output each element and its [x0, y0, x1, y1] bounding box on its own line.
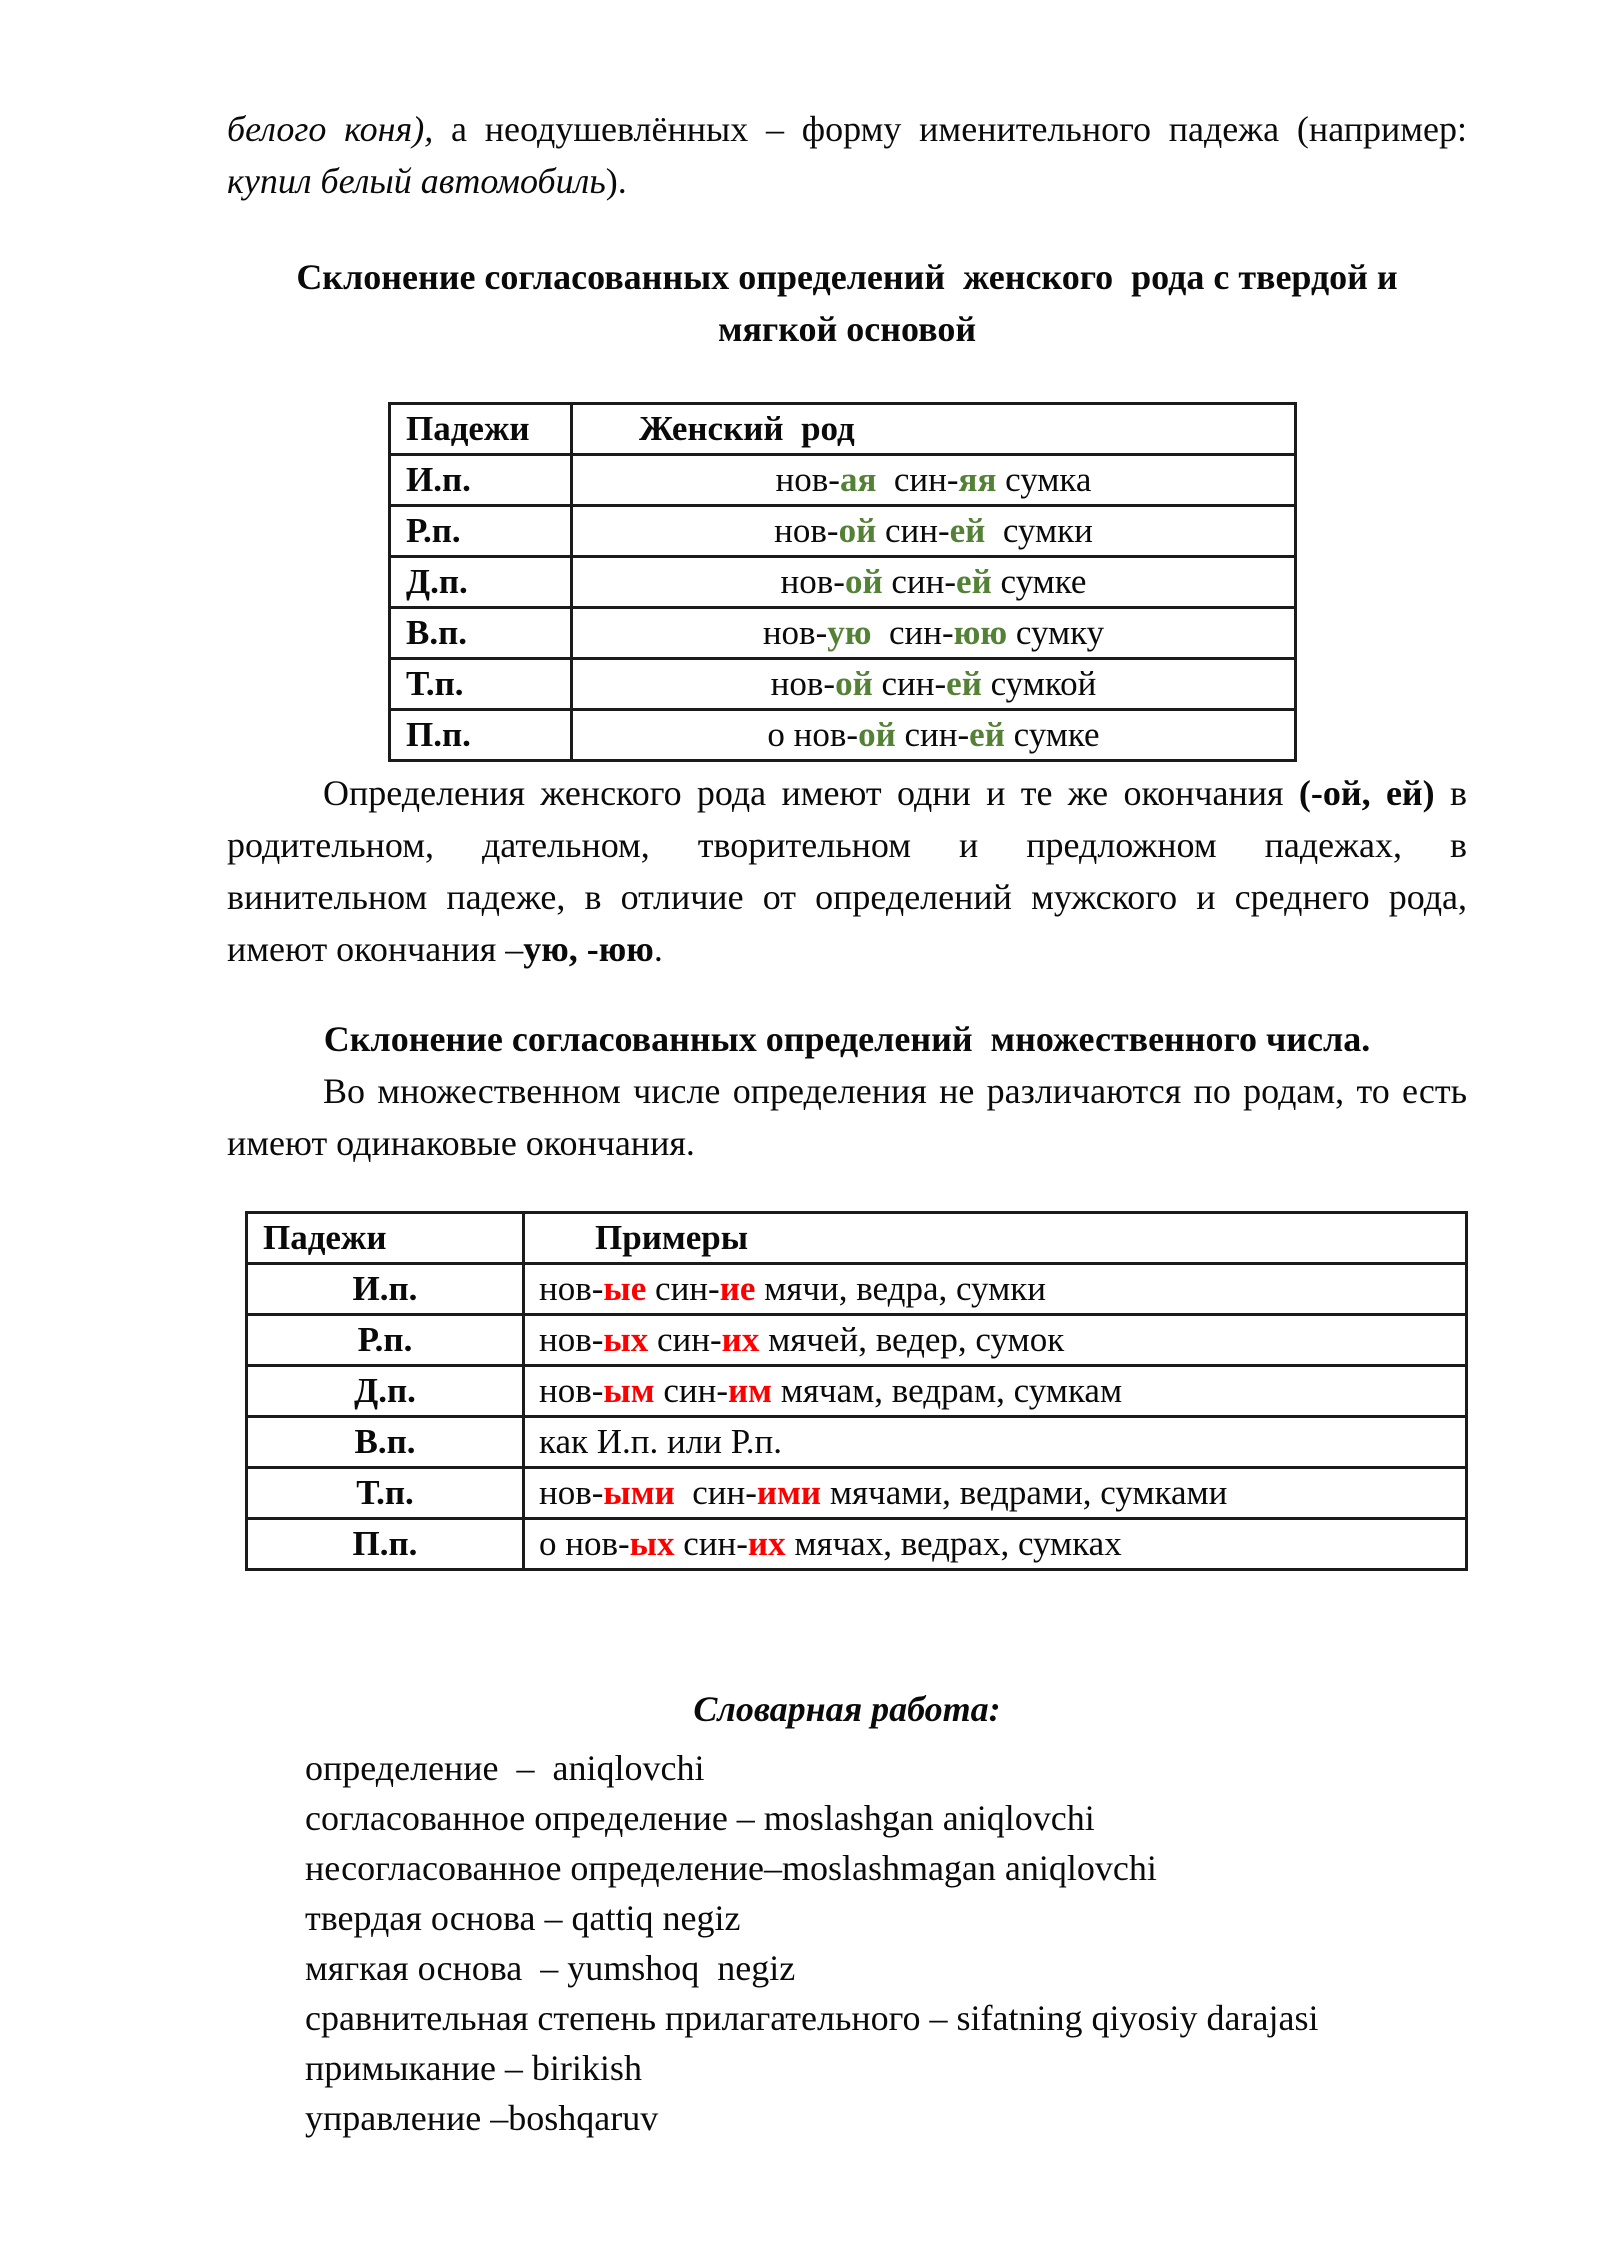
text-segment: ых [629, 1523, 675, 1563]
intro-paragraph [227, 103, 1467, 207]
heading-line: мягкой основой [717, 309, 977, 349]
text-segment: нов- [539, 1370, 604, 1410]
case-cell: П.п. [390, 710, 572, 761]
table-row [247, 1417, 1467, 1468]
text-segment: яя [958, 459, 997, 499]
plural-intro-paragraph [227, 1065, 1467, 1169]
text-line [227, 767, 1467, 819]
text-segment: ей [956, 561, 992, 601]
text-segment: ой [858, 714, 896, 754]
text-segment: ую, -юю [523, 929, 654, 969]
text-segment: нов- [780, 561, 845, 601]
text-segment: ая [839, 459, 877, 499]
text-segment: ые [603, 1268, 647, 1308]
vocab-item: управление –boshqaruv [305, 2098, 659, 2138]
text-line [227, 1117, 1467, 1169]
text-segment: сумка [996, 459, 1092, 499]
text-segment: как И.п. или Р.п. [539, 1421, 783, 1461]
examples-cell [524, 1315, 1467, 1366]
text-segment: син- [895, 714, 970, 754]
text-segment: ыми [603, 1472, 675, 1512]
text-segment: о нов- [767, 714, 859, 754]
text-segment: нов- [539, 1319, 604, 1359]
vocab-item: согласованное определение – moslashgan aniqlovchi [305, 1798, 1095, 1838]
text-segment: юю [953, 612, 1008, 652]
case-cell: Р.п. [247, 1315, 524, 1366]
case-cell: И.п. [247, 1264, 524, 1315]
text-segment: нов- [774, 510, 839, 550]
text-segment: ими [756, 1472, 822, 1512]
section-heading-plural [227, 1013, 1467, 1065]
feminine-declension-table [388, 402, 1297, 762]
text-segment: мячами, ведрами, сумками [821, 1472, 1228, 1512]
text-segment: их [721, 1319, 760, 1359]
examples-cell [524, 1468, 1467, 1519]
text-segment: мячам, ведрам, сумкам [772, 1370, 1123, 1410]
table-row [247, 1519, 1467, 1570]
table-row [390, 659, 1296, 710]
examples-cell [524, 1519, 1467, 1570]
text-segment: Определения женского рода имеют одни и те же окончания [323, 773, 1299, 813]
text-segment: в [1434, 773, 1467, 813]
heading-line: Склонение согласованных определений множественного числа. [323, 1019, 1371, 1059]
column-header: Примеры [524, 1213, 1467, 1264]
text-segment: син- [876, 459, 959, 499]
examples-cell [572, 557, 1296, 608]
table-row [247, 1264, 1467, 1315]
text-segment: нов- [770, 663, 836, 703]
header-row [390, 404, 1296, 455]
text-segment: сумку [1007, 612, 1105, 652]
vocab-item: сравнительная степень прилагательного – sifatning qiyosiy darajasi [305, 1998, 1319, 2038]
case-cell: Р.п. [390, 506, 572, 557]
text-segment: ей [949, 510, 986, 550]
table-row [390, 710, 1296, 761]
text-segment: нов- [775, 459, 840, 499]
vocabulary-title: Словарная работа: [693, 1689, 1001, 1729]
text-segment: ей [969, 714, 1005, 754]
text-segment: мячах, ведрах, сумках [785, 1523, 1122, 1563]
vocab-item: мягкая основа – yumshoq negiz [305, 1948, 796, 1988]
text-segment: ой [835, 663, 873, 703]
table-row [247, 1366, 1467, 1417]
text-segment: син- [876, 510, 950, 550]
text-segment: купил белый автомобиль [227, 161, 606, 201]
text-segment: син- [648, 1319, 722, 1359]
vocab-item: твердая основа – qattiq negiz [305, 1898, 741, 1938]
table-row [390, 455, 1296, 506]
text-segment: ей [946, 663, 982, 703]
case-cell: Т.п. [247, 1468, 524, 1519]
text-segment: сумке [991, 561, 1087, 601]
table-row [390, 557, 1296, 608]
text-segment: . [653, 929, 663, 969]
examples-cell [572, 455, 1296, 506]
examples-cell [524, 1264, 1467, 1315]
text-line [227, 1065, 1467, 1117]
text-segment: Во множественном числе определения не различаются по родам, то есть [323, 1071, 1467, 1111]
examples-cell [572, 506, 1296, 557]
text-segment: им [728, 1370, 773, 1410]
vocab-item: несогласованное определение–moslashmagan aniqlovchi [305, 1848, 1157, 1888]
text-segment: ой [844, 561, 883, 601]
text-segment: а неодушевлённых – форму именительного падежа (например: [433, 109, 1467, 149]
text-segment: родительном, дательном, творительном и предложном падежах, в [227, 825, 1467, 865]
text-line [227, 871, 1467, 923]
text-segment: ой [838, 510, 877, 550]
text-segment: син- [674, 1472, 757, 1512]
text-segment: белого коня), [227, 109, 434, 149]
case-cell: В.п. [247, 1417, 524, 1468]
text-segment: мячи, ведра, сумки [755, 1268, 1046, 1308]
text-segment: ых [603, 1319, 649, 1359]
text-line [227, 155, 1467, 207]
explanation-paragraph [227, 767, 1467, 975]
table-row [247, 1315, 1467, 1366]
text-segment: ие [719, 1268, 756, 1308]
examples-cell [572, 659, 1296, 710]
vocab-item: примыкание – birikish [305, 2048, 642, 2088]
column-header: Женский род [572, 404, 1296, 455]
column-header: Падежи [247, 1213, 524, 1264]
table-row [247, 1468, 1467, 1519]
text-segment: ым [603, 1370, 655, 1410]
text-segment: их [747, 1523, 786, 1563]
case-cell: Д.п. [247, 1366, 524, 1417]
text-segment: (-ой, ей) [1298, 773, 1435, 813]
vocab-item: определение – aniqlovchi [305, 1748, 705, 1788]
text-line [227, 819, 1467, 871]
case-cell: В.п. [390, 608, 572, 659]
text-segment: син- [674, 1523, 748, 1563]
text-segment: сумке [1004, 714, 1100, 754]
section-heading-feminine [227, 251, 1467, 355]
text-segment: син- [872, 663, 947, 703]
text-segment: син- [654, 1370, 728, 1410]
case-cell: Д.п. [390, 557, 572, 608]
case-cell: Т.п. [390, 659, 572, 710]
text-segment: винительном падеже, в отличие от определений мужского и среднего рода, [227, 877, 1467, 917]
text-segment: син- [871, 612, 954, 652]
text-segment: ). [605, 161, 627, 201]
case-cell: И.п. [390, 455, 572, 506]
case-cell: П.п. [247, 1519, 524, 1570]
vocabulary-list [305, 1743, 1467, 2143]
text-segment: имеют окончания – [227, 929, 524, 969]
text-segment: син- [882, 561, 957, 601]
heading-line: Склонение согласованных определений женского рода с твердой и [296, 257, 1398, 297]
examples-cell [524, 1366, 1467, 1417]
table-row [390, 608, 1296, 659]
plural-declension-table [245, 1211, 1468, 1571]
text-segment: нов- [539, 1472, 604, 1512]
examples-cell [572, 608, 1296, 659]
text-segment: ую [827, 612, 872, 652]
text-line [227, 103, 1467, 155]
table-row [390, 506, 1296, 557]
column-header: Падежи [390, 404, 572, 455]
text-segment: нов- [539, 1268, 604, 1308]
text-segment: сумкой [981, 663, 1097, 703]
text-segment: син- [646, 1268, 720, 1308]
text-line [227, 923, 1467, 975]
text-segment: о нов- [539, 1523, 630, 1563]
header-row [247, 1213, 1467, 1264]
examples-cell [524, 1417, 1467, 1468]
examples-cell [572, 710, 1296, 761]
text-segment: мячей, ведер, сумок [759, 1319, 1065, 1359]
text-segment: имеют одинаковые окончания. [227, 1123, 695, 1163]
text-segment: нов- [762, 612, 828, 652]
text-segment: сумки [985, 510, 1093, 550]
